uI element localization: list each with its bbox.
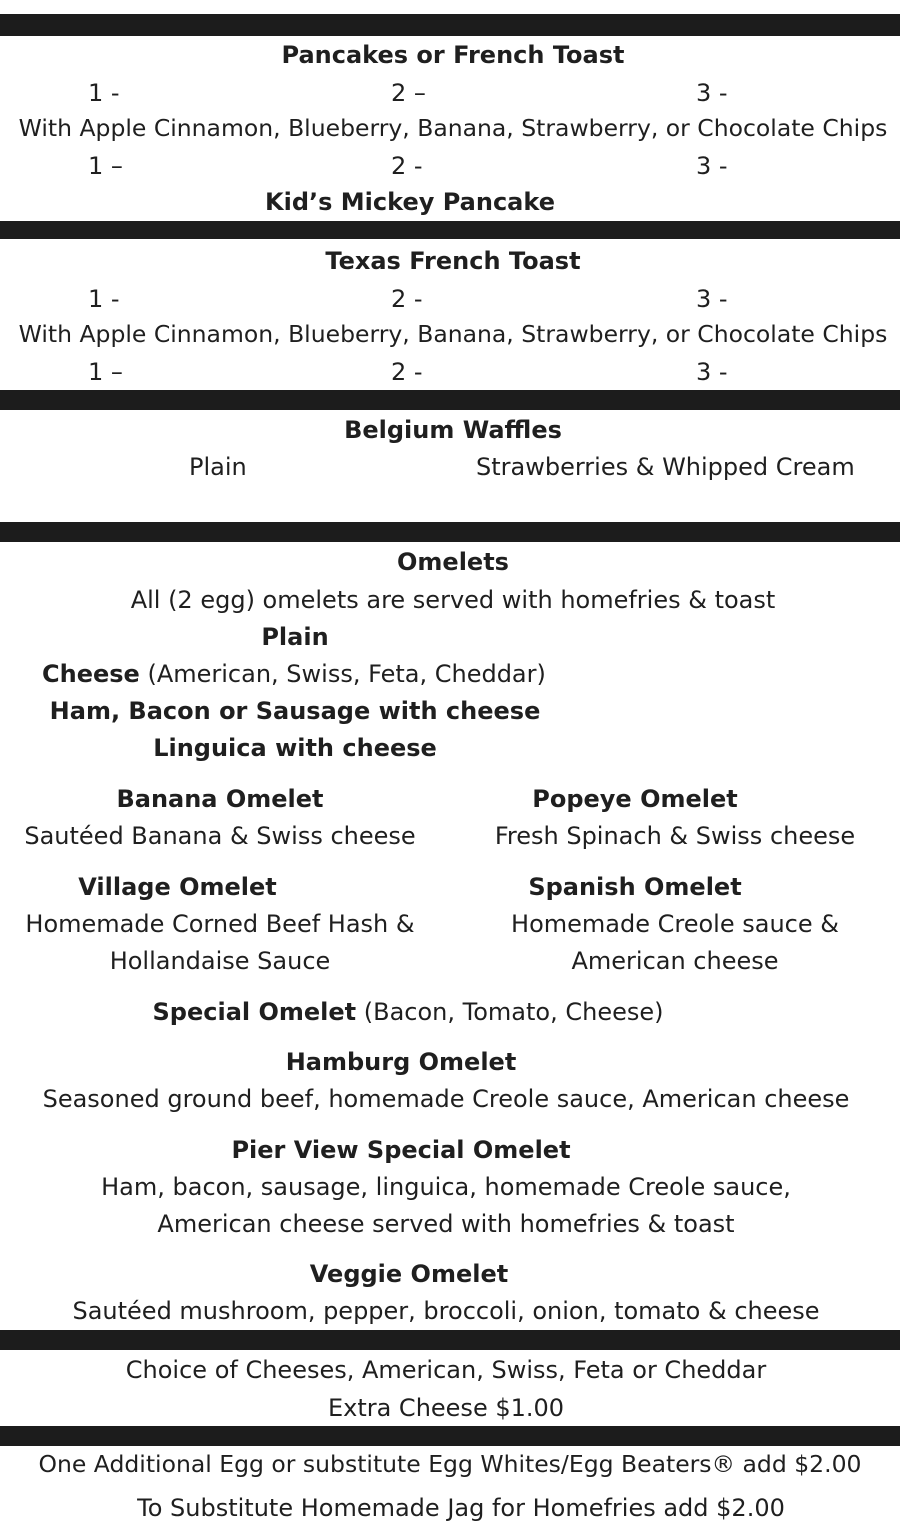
price-slot: 1 – [88, 358, 123, 386]
price-slot: 2 - [391, 152, 423, 180]
omelet-plain: Plain [261, 623, 329, 651]
cheese-choice: Choice of Cheeses, American, Swiss, Feta or Cheddar [125, 1356, 767, 1384]
section-title-pancakes: Pancakes or French Toast [281, 41, 625, 69]
divider-bar [0, 522, 900, 542]
price-slot: 3 - [696, 358, 728, 386]
omelet-veggie-desc: Sautéed mushroom, pepper, broccoli, onion, tomato & cheese [72, 1297, 820, 1325]
price-slot: 3 - [696, 79, 728, 107]
omelet-hamburg-name: Hamburg Omelet [285, 1048, 517, 1076]
omelet-spanish-desc: American cheese [571, 947, 779, 975]
price-slot: 3 - [696, 152, 728, 180]
price-slot: 2 – [391, 79, 426, 107]
price-slot: 1 - [88, 79, 120, 107]
price-slot: 1 – [88, 152, 123, 180]
toppings-line: With Apple Cinnamon, Blueberry, Banana, Strawberry, or Chocolate Chips [18, 114, 888, 142]
divider-bar [0, 1426, 900, 1446]
additional-egg-note: One Additional Egg or substitute Egg Whites/Egg Beaters® add $2.00 [38, 1450, 862, 1478]
omelet-linguica: Linguica with cheese [153, 734, 437, 762]
waffle-plain: Plain [189, 453, 247, 481]
omelet-spanish-desc: Homemade Creole sauce & [511, 910, 839, 938]
section-title-waffles: Belgium Waffles [344, 416, 562, 444]
section-title-texas: Texas French Toast [325, 247, 581, 275]
omelet-spanish-name: Spanish Omelet [528, 873, 742, 901]
omelet-ham-bacon-sausage: Ham, Bacon or Sausage with cheese [49, 697, 541, 725]
omelet-pier-view-desc: Ham, bacon, sausage, linguica, homemade Creole sauce, [101, 1173, 791, 1201]
divider-bar [0, 390, 900, 410]
omelet-village-name: Village Omelet [78, 873, 277, 901]
toppings-line: With Apple Cinnamon, Blueberry, Banana, Strawberry, or Chocolate Chips [18, 320, 888, 348]
jag-substitute-note: To Substitute Homemade Jag for Homefries add $2.00 [137, 1494, 785, 1522]
kids-mickey-pancake: Kid’s Mickey Pancake [265, 188, 555, 216]
price-slot: 2 - [391, 358, 423, 386]
omelet-banana-name: Banana Omelet [116, 785, 324, 813]
omelet-hamburg-desc: Seasoned ground beef, homemade Creole sauce, American cheese [42, 1085, 850, 1113]
omelet-banana-desc: Sautéed Banana & Swiss cheese [24, 822, 416, 850]
divider-bar [0, 14, 900, 36]
omelets-subtitle: All (2 egg) omelets are served with homefries & toast [130, 586, 776, 614]
omelet-cheese: Cheese (American, Swiss, Feta, Cheddar) [42, 660, 546, 688]
price-slot: 1 - [88, 285, 120, 313]
price-slot: 3 - [696, 285, 728, 313]
omelet-popeye-desc: Fresh Spinach & Swiss cheese [494, 822, 856, 850]
omelet-pier-view-name: Pier View Special Omelet [231, 1136, 571, 1164]
omelet-pier-view-desc: American cheese served with homefries & toast [157, 1210, 735, 1238]
omelet-veggie-name: Veggie Omelet [309, 1260, 509, 1288]
divider-bar [0, 221, 900, 239]
omelet-special: Special Omelet (Bacon, Tomato, Cheese) [152, 998, 664, 1026]
waffle-strawberry: Strawberries & Whipped Cream [476, 453, 855, 481]
section-title-omelets: Omelets [397, 548, 509, 576]
extra-cheese-price: Extra Cheese $1.00 [327, 1394, 565, 1422]
omelet-village-desc: Homemade Corned Beef Hash & [25, 910, 415, 938]
omelet-popeye-name: Popeye Omelet [532, 785, 738, 813]
divider-bar [0, 1330, 900, 1350]
price-slot: 2 - [391, 285, 423, 313]
omelet-village-desc: Hollandaise Sauce [109, 947, 331, 975]
